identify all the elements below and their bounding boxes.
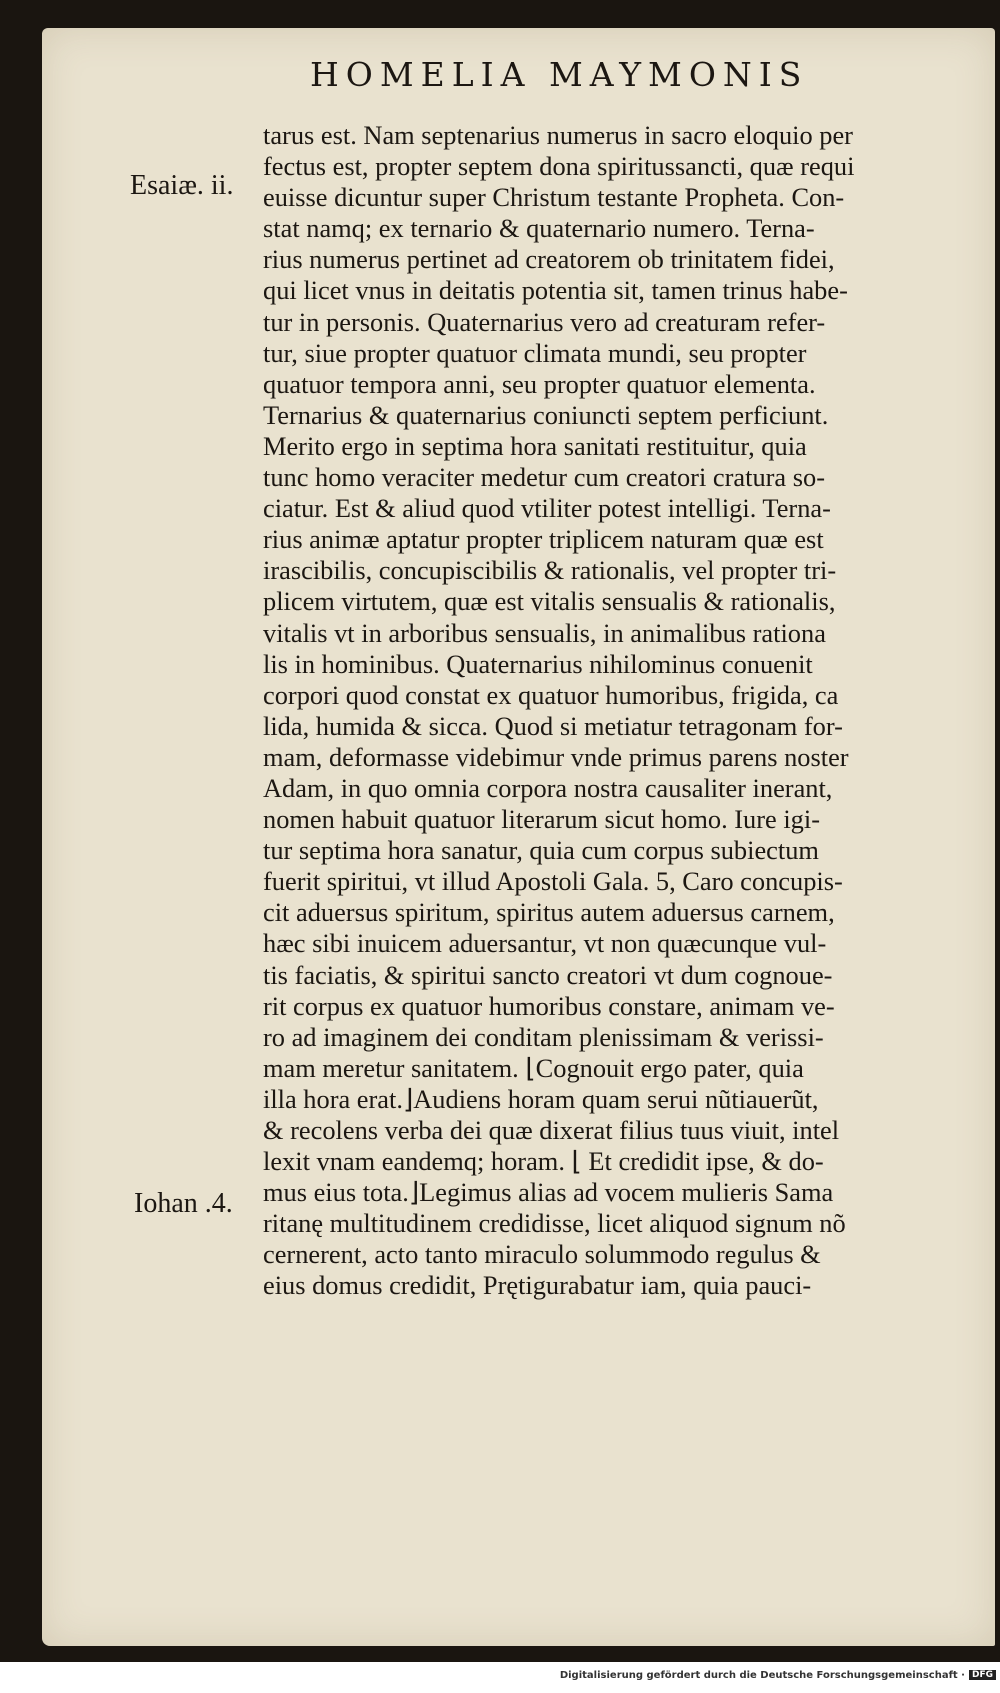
text-line: illa hora erat.⌋Audiens horam quam serui nũtiauerũt, [263, 1083, 819, 1114]
text-line: ritanę multitudinem credidisse, licet aliquod signum nõ [263, 1208, 846, 1239]
credit-text: Digitalisierung gefördert durch die Deutsche Forschungsgemeinschaft · [559, 1670, 965, 1681]
text-line: quatuor tempora anni, seu propter quatuor elementa. [263, 368, 816, 399]
text-line: Adam, in quo omnia corpora nostra causaliter inerant, [263, 772, 833, 803]
text-line: & recolens verba dei quæ dixerat filius tuus viuit, intel [263, 1115, 840, 1145]
text-line: Ternarius & quaternarius coniuncti septem perficiunt. [263, 399, 829, 430]
text-line: mam meretur sanitatem. ⌊Cognouit ergo pater, quia [263, 1052, 804, 1083]
text-line: tur, siue propter quatuor climata mundi, seu propter [263, 337, 807, 368]
text-line: vitalis vt in arboribus sensualis, in animalibus rationa [263, 617, 826, 648]
margin-note-iohan: Iohan .4. [134, 1188, 233, 1219]
text-line: irascibilis, concupiscibilis & rationalis, vel propter tri- [263, 555, 837, 586]
dfg-logo: DFG [969, 1670, 996, 1680]
text-line: qui licet vnus in deitatis potentia sit, tamen trinus habe- [263, 275, 848, 306]
body-text [263, 120, 963, 1302]
margin-note-esaiae: Esaiæ. ii. [130, 170, 234, 201]
text-line: mam, deformasse videbimur vnde primus parens noster [263, 741, 849, 772]
text-line: stat namq; ex ternario & quaternario numero. Terna- [263, 213, 815, 244]
text-line: cernerent, acto tanto miraculo solummodo regulus & [263, 1239, 821, 1270]
text-line: mus eius tota.⌋Legimus alias ad vocem mulieris Sama [263, 1177, 834, 1208]
text-line: tur septima hora sanatur, quia cum corpus subiectum [263, 835, 819, 866]
digitization-credit [560, 1670, 996, 1681]
text-line: cit aduersus spiritum, spiritus autem aduersus carnem, [263, 897, 835, 928]
text-line: euisse dicuntur super Christum testante Propheta. Con- [263, 182, 845, 213]
text-line: fuerit spiritui, vt illud Apostoli Gala. 5, Caro concupis- [263, 866, 843, 897]
running-header: HOMELIA MAYMONIS [310, 55, 809, 94]
text-line: tunc homo veraciter medetur cum creatori cratura so- [263, 462, 825, 493]
text-line: ro ad imaginem dei conditam plenissimam & verissi- [263, 1021, 824, 1052]
text-line: lexit vnam eandemq; horam. ⌊ Et credidit ipse, & do- [263, 1146, 824, 1177]
text-line: rius animæ aptatur propter triplicem naturam quæ est [263, 524, 824, 555]
text-line: lis in hominibus. Quaternarius nihilominus conuenit [263, 648, 813, 679]
text-line: tarus est. Nam septenarius numerus in sacro eloquio per [263, 120, 853, 150]
text-line: hæc sibi inuicem aduersantur, vt non quæcunque vul- [263, 928, 827, 959]
text-line: tur in personis. Quaternarius vero ad creaturam refer- [263, 306, 826, 337]
text-line: ciatur. Est & aliud quod vtiliter potest intelligi. Terna- [263, 493, 831, 524]
text-line: rit corpus ex quatuor humoribus constare, animam ve- [263, 990, 835, 1021]
text-line: tis faciatis, & spiritui sancto creatori vt dum cognoue- [263, 959, 833, 990]
text-line: nomen habuit quatuor literarum sicut homo. Iure igi- [263, 804, 820, 835]
text-line: fectus est, propter septem dona spiritussancti, quæ requi [263, 151, 855, 182]
text-line: Merito ergo in septima hora sanitati restituitur, quia [263, 430, 807, 461]
text-line: plicem virtutem, quæ est vitalis sensualis & rationalis, [263, 586, 836, 617]
text-line: rius numerus pertinet ad creatorem ob trinitatem fidei, [263, 244, 835, 275]
text-line: eius domus credidit, Prętigurabatur iam, quia pauci- [263, 1270, 812, 1301]
text-line: lida, humida & sicca. Quod si metiatur tetragonam for- [263, 710, 843, 741]
text-line: corpori quod constat ex quatuor humoribus, frigida, ca [263, 679, 839, 710]
